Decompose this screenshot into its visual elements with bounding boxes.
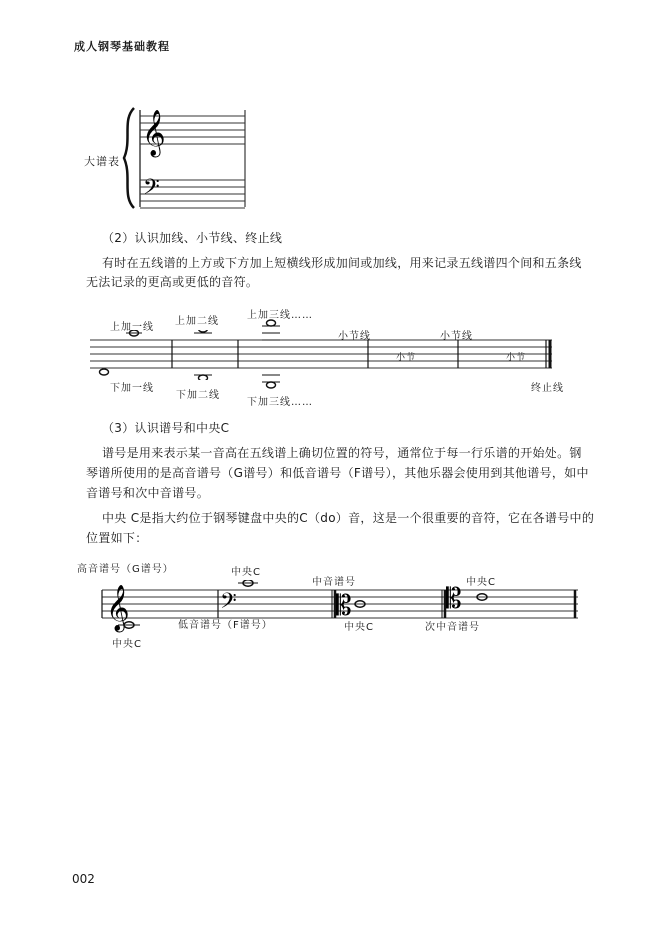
treble-clef-label: 高音谱号（G谱号） (77, 564, 174, 575)
below1-label: 下加一线 (110, 383, 154, 394)
above2-label: 上加二线 (175, 316, 219, 327)
section3-para1-line3: 音谱号和次中音谱号。 (86, 486, 210, 500)
above1-label: 上加一线 (110, 322, 154, 333)
section3-para2-line1: 中央 C是指大约位于钢琴键盘中央的C（do）音，这是一个很重要的音符，它在各谱号中的 (102, 511, 595, 525)
tenor-middle-c-label: 中央C (466, 577, 496, 588)
section3-para1-line1: 谱号是用来表示某一音高在五线谱上确切位置的符号，通常位于每一行乐谱的开始处。钢 (102, 446, 582, 460)
section3-para1-line2: 琴谱所使用的是高音谱号（G谱号）和低音谱号（F谱号），其他乐器会使用到其他谱号，如中 (86, 466, 589, 480)
treble-middle-c-label: 中央C (112, 639, 142, 650)
section2-line2: 无法记录的更高或更低的音符。 (86, 275, 259, 289)
clef-staff-figure (100, 580, 585, 640)
measure1-label: 小节 (396, 353, 417, 363)
grand-staff-label: 大谱表 (84, 155, 120, 168)
barline1-label: 小节线 (338, 331, 371, 342)
bass-clef-icon: 𝄢 (220, 589, 237, 619)
book-title-header: 成人钢琴基础教程 (74, 40, 170, 53)
tenor-clef-label: 次中音谱号 (425, 622, 480, 633)
treble-clef-icon: 𝄞 (106, 585, 130, 631)
alto-clef-icon: 𝄡 (336, 589, 352, 622)
alto-clef-label: 中音谱号 (312, 577, 356, 588)
above3-label: 上加三线…… (247, 310, 313, 321)
section3-para2-line2: 位置如下： (86, 531, 148, 545)
ledger-staff-figure (90, 330, 560, 380)
barline2-label: 小节线 (440, 331, 473, 342)
bass-clef-label: 低音谱号（F谱号） (178, 620, 273, 631)
section2-heading: （2）认识加线、小节线、终止线 (102, 231, 283, 245)
bass-clef-icon: 𝄢 (143, 175, 160, 205)
bass-middle-c-label: 中央C (231, 567, 261, 578)
treble-clef-icon: 𝄞 (142, 110, 166, 156)
below3-notes (262, 374, 292, 394)
grand-staff-figure (120, 100, 260, 220)
tenor-clef-icon: 𝄡 (446, 582, 462, 615)
below3-label: 下加三线…… (247, 397, 313, 408)
final-barline-label: 终止线 (531, 383, 564, 394)
section3-heading: （3）认识谱号和中央C (102, 421, 230, 435)
brace-icon (124, 108, 134, 208)
alto-middle-c-label: 中央C (344, 622, 374, 633)
below2-label: 下加二线 (176, 390, 220, 401)
section2-line1: 有时在五线谱的上方或下方加上短横线形成加间或加线，用来记录五线谱四个间和五条线 (102, 256, 582, 270)
page-number: 002 (72, 872, 95, 886)
measure2-label: 小节 (506, 353, 527, 363)
